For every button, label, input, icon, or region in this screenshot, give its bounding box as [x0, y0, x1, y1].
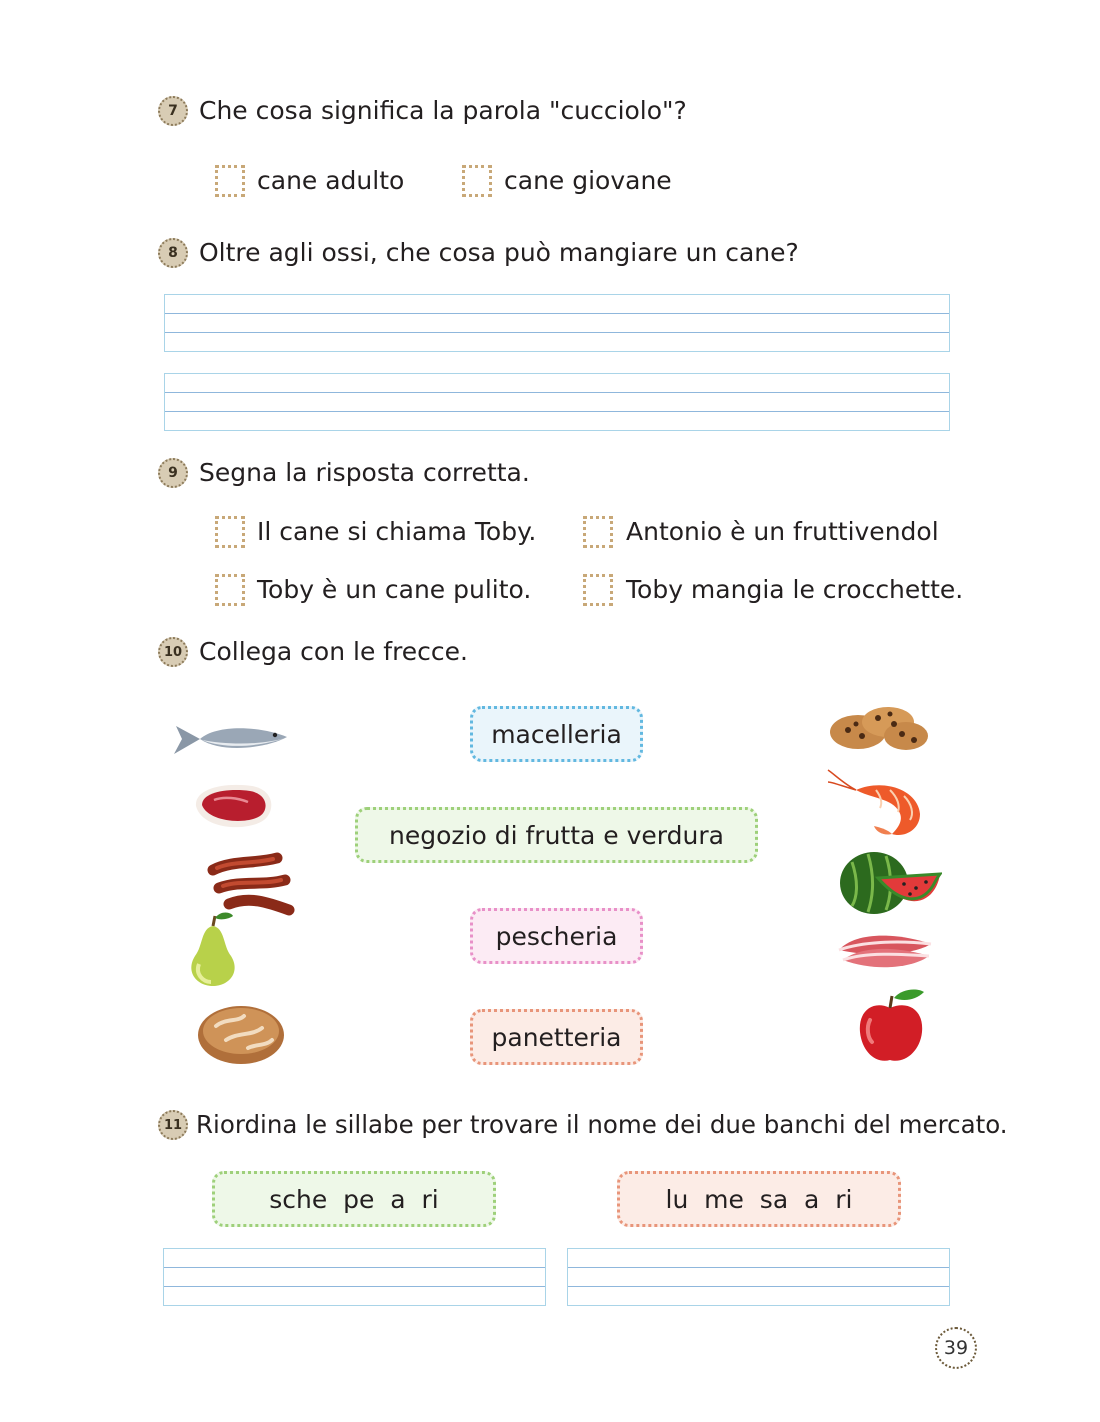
page-number: 39 [935, 1327, 977, 1369]
answer-lines-1[interactable] [163, 1248, 546, 1306]
syllables-box-2: lu me sa a ri [617, 1171, 901, 1227]
shrimp-icon[interactable] [826, 768, 926, 840]
checkbox-cane-giovane[interactable] [462, 165, 492, 197]
option-3: Toby è un cane pulito. [257, 575, 532, 604]
shop-frutta-verdura[interactable]: negozio di frutta e verdura [355, 807, 758, 863]
checkbox-option-3[interactable] [215, 574, 245, 606]
pear-icon[interactable] [185, 908, 241, 988]
checkbox-option-1[interactable] [215, 516, 245, 548]
prosciutto-icon[interactable] [835, 928, 935, 974]
question-10-text: Collega con le frecce. [199, 637, 468, 666]
option-cane-giovane: cane giovane [504, 166, 672, 195]
checkbox-cane-adulto[interactable] [215, 165, 245, 197]
bread-icon[interactable] [196, 1000, 286, 1066]
question-7-number: 7 [158, 96, 188, 126]
checkbox-option-2[interactable] [583, 516, 613, 548]
question-10-number: 10 [158, 637, 188, 667]
option-2: Antonio è un fruttivendol [626, 517, 939, 546]
option-1: Il cane si chiama Toby. [257, 517, 537, 546]
question-8-number: 8 [158, 238, 188, 268]
question-11-text: Riordina le sillabe per trovare il nome dei due banchi del mercato. [196, 1110, 1008, 1139]
shop-panetteria[interactable]: panetteria [470, 1009, 643, 1065]
syllables-box-1: sche pe a ri [212, 1171, 496, 1227]
question-8-text: Oltre agli ossi, che cosa può mangiare un cane? [199, 238, 799, 267]
question-9-text: Segna la risposta corretta. [199, 458, 530, 487]
shop-macelleria[interactable]: macelleria [470, 706, 643, 762]
cookies-icon[interactable] [828, 702, 930, 752]
writing-lines-1[interactable] [164, 294, 950, 352]
question-11-number: 11 [158, 1110, 188, 1140]
writing-lines-2[interactable] [164, 373, 950, 431]
shop-pescheria[interactable]: pescheria [470, 908, 643, 964]
steak-icon[interactable] [190, 780, 278, 832]
apple-icon[interactable] [856, 986, 930, 1066]
option-cane-adulto: cane adulto [257, 166, 405, 195]
watermelon-icon[interactable] [838, 850, 942, 916]
answer-lines-2[interactable] [567, 1248, 950, 1306]
question-7-text: Che cosa significa la parola "cucciolo"? [199, 96, 687, 125]
question-9-number: 9 [158, 458, 188, 488]
checkbox-option-4[interactable] [583, 574, 613, 606]
option-4: Toby mangia le crocchette. [626, 575, 964, 604]
fish-icon[interactable] [172, 718, 290, 760]
